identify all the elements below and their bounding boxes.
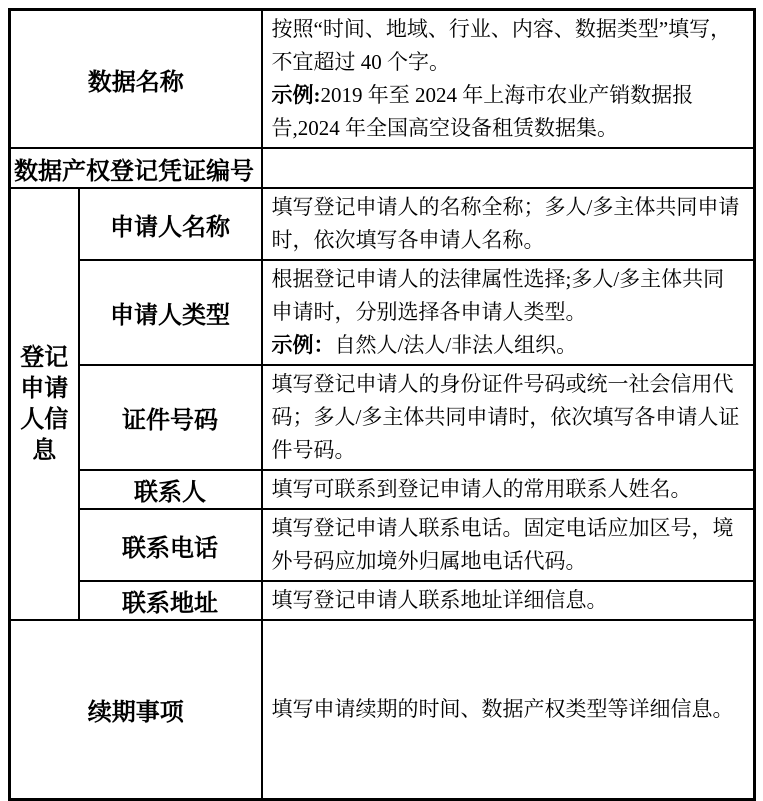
id-number-label: 证件号码 [79,365,262,470]
data-name-description: 按照“时间、地域、行业、内容、数据类型”填写，不宜超过 40 个字。 [271,17,732,74]
data-name-description-cell [262,10,755,149]
renewal-description: 填写申请续期的时间、数据产权类型等详细信息。 [262,620,755,799]
example-text: 2019 年至 2024 年上海市农业产销数据报告,2024 年全国高空设备租赁数据集。 [271,83,694,140]
data-name-label: 数据名称 [10,10,262,149]
table-row-applicant-name [10,188,755,260]
contact-person-label: 联系人 [79,470,262,509]
table-row-data-name [10,10,755,149]
certificate-no-label: 数据产权登记凭证编号 [10,148,262,188]
table-row-contact-person [10,470,755,509]
table-row-contact-phone [10,509,755,581]
data-name-example [272,79,746,145]
table-row-id-number [10,365,755,470]
table-row-contact-address [10,581,755,620]
applicant-type-label: 申请人类型 [79,260,262,365]
table-row-applicant-type [10,260,755,365]
example-label: 示例： [271,333,335,357]
applicant-group-label: 登记申请人信息 [10,188,79,620]
applicant-name-label: 申请人名称 [79,188,262,260]
table-row-renewal [10,620,755,799]
contact-phone-label: 联系电话 [79,509,262,581]
id-number-description: 填写登记申请人的身份证件号码或统一社会信用代码；多人/多主体共同申请时，依次填写各申请人证件号码。 [262,365,755,470]
example-text: 自然人/法人/非法人组织。 [334,333,578,357]
applicant-type-description-cell [262,260,755,365]
certificate-no-value [262,148,755,188]
table-row-certificate-no [10,148,755,188]
contact-address-label: 联系地址 [79,581,262,620]
contact-phone-description: 填写登记申请人联系电话。固定电话应加区号，境外号码应加境外归属地电话代码。 [262,509,755,581]
example-label: 示例: [271,83,321,107]
applicant-type-example [272,329,746,362]
contact-person-description: 填写可联系到登记申请人的常用联系人姓名。 [262,470,755,509]
applicant-type-description: 根据登记申请人的法律属性选择;多人/多主体共同申请时，分别选择各申请人类型。 [271,267,725,324]
renewal-label: 续期事项 [10,620,262,799]
form-table [8,8,756,801]
applicant-name-description: 填写登记申请人的名称全称；多人/多主体共同申请时，依次填写各申请人名称。 [262,188,755,260]
contact-address-description: 填写登记申请人联系地址详细信息。 [262,581,755,620]
